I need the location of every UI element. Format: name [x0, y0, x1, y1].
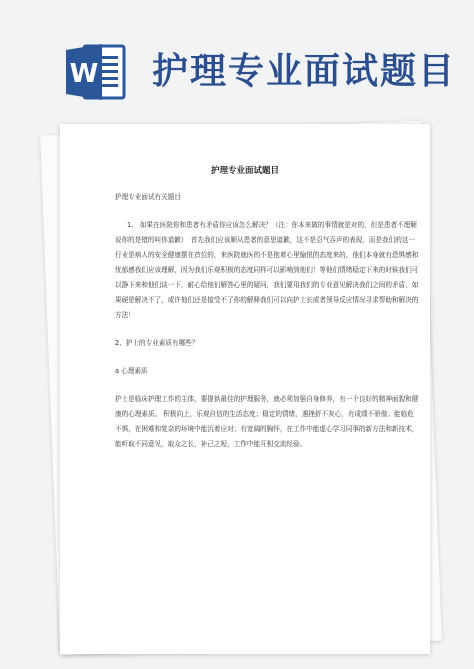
- paragraph-question-1: 1、 如果在医院你和患者有矛盾你应该怎么解决？（注：你本来做的事情就是对的，但是患者不理解说你的是错的叫你道歉） 首先我们应该顺从患者的意思道歉，这不是忍气吞声的表现，而是我们的这一行业是病人的安全健康摆在首位的，来医院就医的不是抱着心里愉悦的态度来的，他们本身就有恐惧感和忧郁感我们应该理解，因为我们乐观积极的态度同样可以影响到他们！等他们情绪稳定下来的时候我们可以静下来和他们谈一下，耐心给他们解答心里的疑问，我们要用我们的专业意见解决我们之间的矛盾，如果硬是解决不了，或许他们还是接受不了你的解释我们可以向护士长或者领导反应情况寻求帮助和解决的方法！: [115, 221, 419, 319]
- paragraph-question-2: 2、护士的专业素质有哪些？: [115, 339, 199, 347]
- banner-header: [0, 0, 474, 120]
- svg-text:W: W: [69, 59, 99, 89]
- paragraph-psychology: 护士是临床护理工作的主体，要提供最佳的护理服务，就必须加强自身修养，有一个良好的精神面貌和健康的心理素质。 积极向上，乐观自信的生活态度；稳定的情绪，遇挫折不灰心，有成绩不骄傲；能临危不惧，在困难和复杂的环境中能沉着应对；有宽阔的胸怀，在工作中能虚心学习同事的新方法和新技术，能听取不同意见，取众之长，补己之短，工作中能互相交流经验。: [115, 395, 419, 448]
- document-body: [115, 190, 420, 452]
- paragraph-intro: 护理专业面试有关题目: [115, 193, 181, 201]
- banner-title: 护理专业面试题目: [152, 51, 457, 92]
- document-page: [60, 124, 430, 654]
- paragraph-subheading: a 心理素质: [115, 367, 148, 375]
- word-document-icon: [66, 42, 128, 102]
- document-title: 护理专业面试题目: [210, 166, 279, 176]
